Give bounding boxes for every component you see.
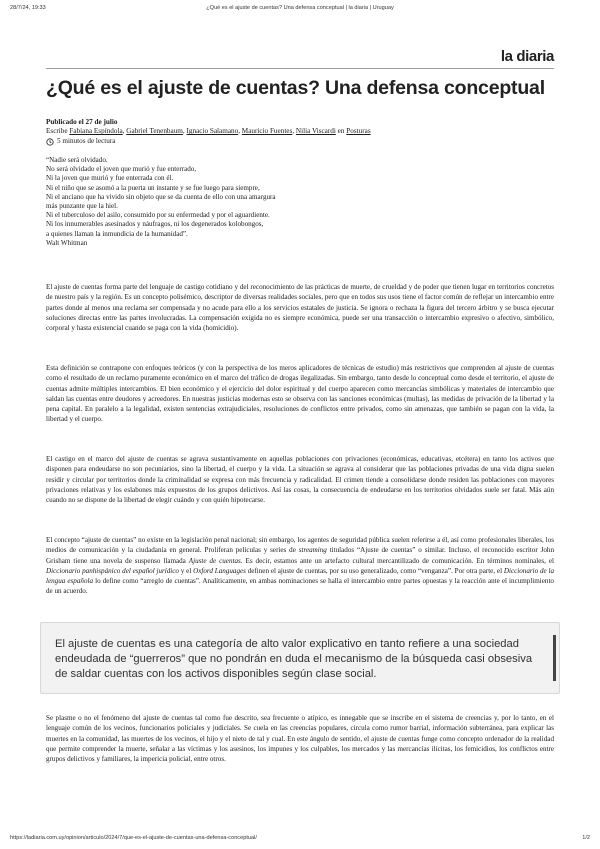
header-divider — [46, 68, 554, 69]
p4-italic-dictionary: Diccionario de la lengua española — [46, 566, 555, 586]
poem-line: más punzante que la hiel. — [46, 202, 118, 211]
author-link[interactable]: Fabiana Espíndola — [69, 127, 123, 136]
byline-in: en — [337, 127, 345, 136]
byline-prefix: Escribe — [46, 127, 68, 136]
poem-line: “Nadie será olvidado. — [46, 156, 108, 164]
p4-text: . Es decir, estamos ante un artefacto cultural mercantilizado de comunicación. En términos nominales, el — [240, 556, 554, 565]
article-paragraph-2: Esta definición se contrapone con enfoques teóricos (y con la perspectiva de los meros aplicadores de técnicas de estudio) más restrictivos que comprenden al ajuste de cuentas como el resultado de un reclamo puramente económico en el marco del tráfico de drogas ilegalizadas. Sin embargo, tanto desde lo conceptual como desde el territorio, el ajuste de cuentas admite múltiples intercambios. El bien económico y el ejercicio del dolor espiritual y del cuerpo aparecen como mercancías simbólicas y materiales de intercambio que saldan las cuentas entre deudores y acreedores. En nuestras justicias modernas esto se observa con las sanciones económicas (multas), las medidas de privación de la libertad y la pena capital. En paralelo a la legalidad, existen sentencias extrajudiciales, resoluciones de conflictos entre privados, como sin amenazas, que también se pagan con la vida, la libertad y el cuerpo. — [46, 364, 554, 424]
poem-line: Ni la joven que murió y fue enterrada con él. — [46, 174, 174, 183]
site-logo[interactable]: la diaria — [500, 48, 554, 65]
p4-text: definen el ajuste de cuentas, por su uso generalizado, como “venganza”. Por otra parte, el — [245, 566, 504, 575]
print-url: https://ladiaria.com.uy/opinion/articulo/2024/7/que-es-el-ajuste-de-cuentas-una-defensa-conceptual/ — [10, 835, 257, 841]
clock-icon — [46, 138, 54, 146]
print-header — [10, 5, 590, 11]
print-page-title: ¿Qué es el ajuste de cuentas? Una defensa conceptual | la diaria | Uruguay — [206, 5, 394, 11]
author-link[interactable]: Gabriel Tenenbaum — [126, 127, 183, 136]
poem-line: Ni los innumerables asesinados y náufragos, ni los degenerados kolobongos, — [46, 220, 264, 229]
article-meta — [46, 118, 554, 146]
article-paragraph-5: Se plasme o no el fenómeno del ajuste de cuentas tal como fue descrito, sea frecuente o atípico, es innegable que se inscribe en el sistema de creencias y, por lo tanto, en el lenguaje común de los vecinos, funcionarios policiales y judiciales. Se cuela en las creencias populares, circula como rumor barrial, información subterránea, para explicar las muertes en la comunidad, las muertes de los vecinos, el hijo y el nieto de tal y cual. En este ángulo de sentido, el ajuste de cuentas funge como concepto ordenador de la realidad que permite comprender la muerte, señalar a las víctimas y los asesinos, los impunes y los culpables, los mercados y las mercancías ilícitas, los femicidios, los conflictos entre grupos delictivos y familiares, la impericia policial, entre otros. — [46, 714, 554, 764]
section-link[interactable]: Posturas — [346, 127, 371, 136]
poem-line: Ni el anciano que ha vivido sin objeto que se da cuenta de ello con una amargura — [46, 192, 276, 201]
poem-line: Ni el niño que se asomó a la puerta un instante y se fue luego para siempre, — [46, 183, 260, 192]
pull-quote — [40, 622, 560, 694]
article-title: ¿Qué es el ajuste de cuentas? Una defensa conceptual — [46, 77, 545, 99]
p4-italic-oxford: Oxford Languages — [193, 566, 246, 575]
poem-line: a quienes llaman la inmundicia de la humanidad”. — [46, 229, 188, 238]
poem-line: Ni el tuberculoso del asilo, consumido por su enfermedad y por el aguardiente. — [46, 211, 270, 220]
p4-italic-streaming: streaming — [298, 546, 327, 555]
reading-time-label: 5 minutos de lectura — [57, 136, 116, 145]
author-link[interactable]: Nilia Viscardi — [295, 127, 336, 136]
article-paragraph-1: El ajuste de cuentas forma parte del lenguaje de castigo cotidiano y del reconocimiento de las prácticas de muerte, de crueldad y de poder que tienen lugar en territorios concretos de nuestro país y la región. Es un concepto polisémico, descriptor de diversas realidades sociales, pero que en todos sus usos tiene el factor común de reflejar un intercambio entre partes donde al menos una reclama ser compensada y no acude para ello a los servicios estatales de justicia. Se ignora o rechaza la figura del tercero árbitro y se busca ejecutar soluciones directas entre las partes involucradas. La compensación exigida no es siempre económica, puede ser una transacción o intercambio expresivo o afectivo, simbólico, corporal y hasta existencial cuando se paga con la vida (homicidio). — [46, 283, 554, 333]
published-date: Publicado el 27 de julio — [46, 118, 118, 126]
p4-text: lo define como “arreglo de cuentas”. Analíticamente, en ambas nominaciones se halla el intercambio entre partes opuestas y la reacción ante el incumplimiento de un acuerdo. — [46, 577, 554, 596]
print-page-number: 1/2 — [582, 835, 590, 841]
poem-author: Walt Whitman — [46, 238, 88, 247]
p4-text: y el — [178, 566, 194, 575]
print-footer — [10, 835, 590, 841]
poem-line: No será olvidado el joven que murió y fue enterrado, — [46, 165, 197, 174]
article-paragraph-4 — [46, 535, 554, 597]
pull-quote-bar — [553, 635, 556, 681]
pull-quote-text: El ajuste de cuentas es una categoría de alto valor explicativo en tanto refiere a una sociedad endeudada de “guerreros” que no pondrán en duda el mecanismo de la búsqueda casi obsesiva de saldar cuentas con los activos disponibles según clase social. — [55, 638, 533, 680]
epigraph-poem — [46, 156, 554, 248]
print-datetime: 28/7/24, 19:33 — [10, 5, 46, 11]
byline: Escribe Fabiana Espíndola, Gabriel Tenenbaum, Ignacio Salamano, Mauricio Fuentes, Nilia Viscardi en Posturas — [46, 127, 371, 136]
p4-text: El concepto “ajuste de cuentas” no existe en la legislación penal nacional; sin embargo, los agentes de seguridad pública suelen referirse a él, así como profesionales liberales, los medios de comunicación y la ciudadanía en general. Proliferan películas y series de — [46, 536, 554, 555]
author-link[interactable]: Mauricio Fuentes — [241, 127, 293, 136]
reading-time — [46, 137, 554, 146]
author-link[interactable]: Ignacio Salamano — [186, 127, 239, 136]
p4-text: titulados “Ajuste de cuentas” o similar. Incluso, el reconocido escritor John Grisham tiene una novela de suspenso llamada — [46, 546, 554, 565]
p4-italic-novel: Ajuste de cuentas — [188, 556, 241, 565]
article-paragraph-3: El castigo en el marco del ajuste de cuentas se agrava sustantivamente en aquellas poblaciones con privaciones (económicas, educativas, etcétera) en tanto los activos que disponen para endeudarse no son pecuniarios, sino la libertad, el cuerpo y la vida. La situación se agrava al considerar que las poblaciones privadas de una vida digna suelen residir y circular por territorios donde la criminalidad se expresa con más frecuencia y radicalidad. El crimen tiende a consolidarse donde residen las poblaciones con mayores privaciones relativas y los eslabones más expuestos de los grupos delictivos. Así las cosas, la consecuencia de endeudarse en los territorios olvidados suele ser fatal. Más aún cuando no se dispone de la libertad de elegir cuándo y con quién hipotecarse. — [46, 455, 554, 505]
p4-italic-dictionary: Diccionario panhispánico del español jurídico — [46, 566, 179, 575]
